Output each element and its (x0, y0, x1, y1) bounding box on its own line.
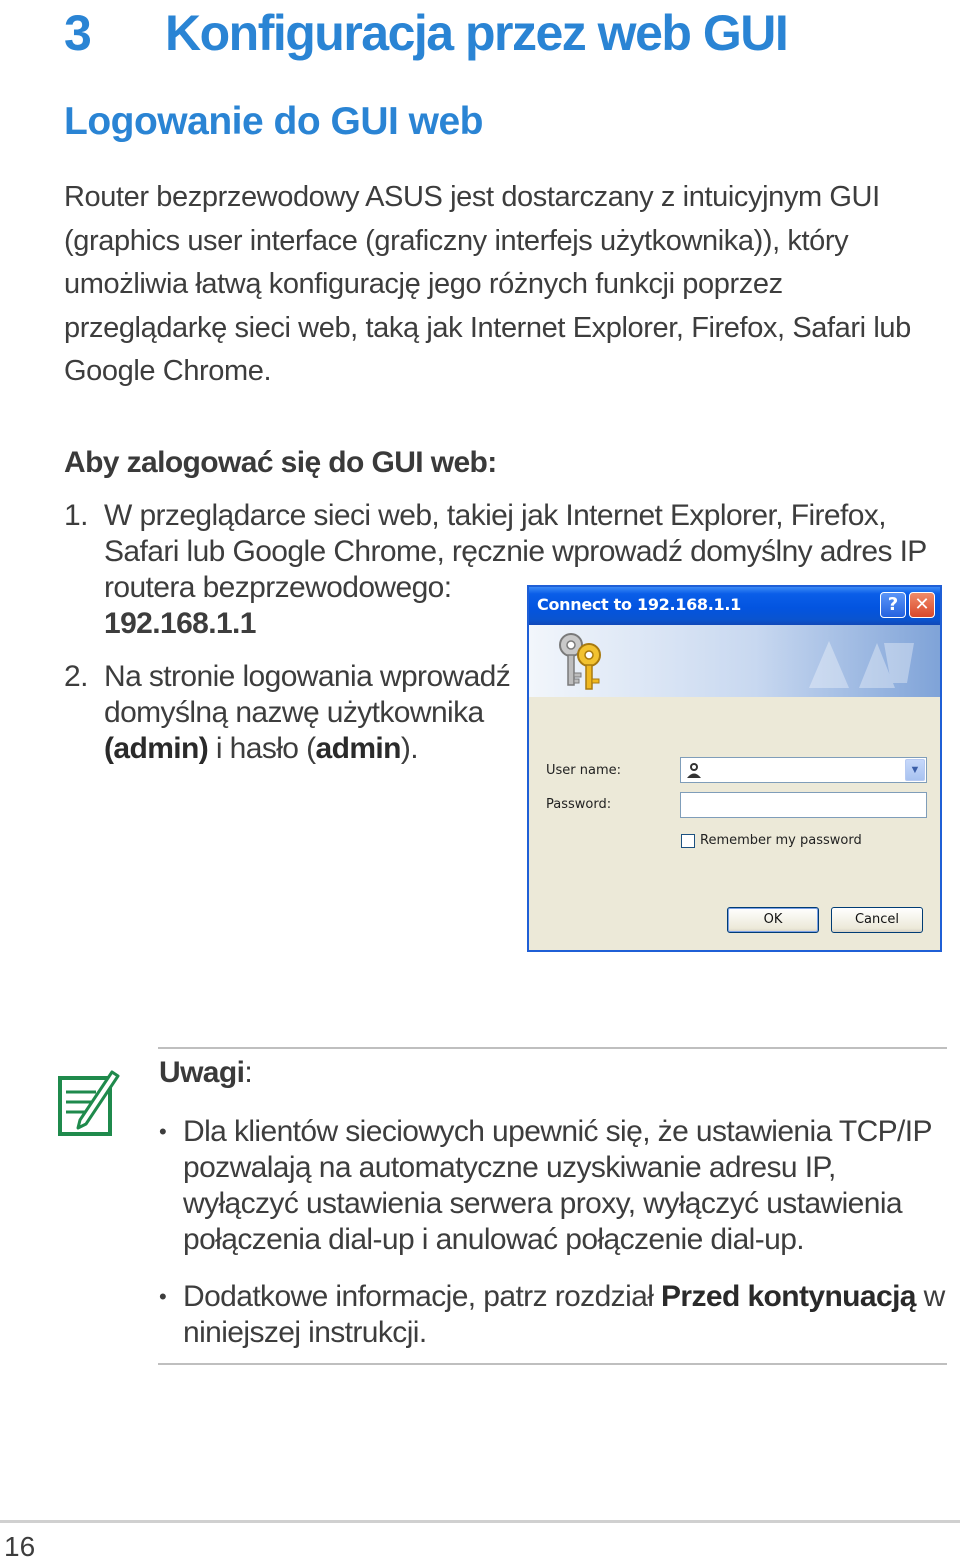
steps-heading: Aby zalogować się do GUI web: (64, 446, 497, 479)
note-bullet-1-text: Dla klientów sieciowych upewnić się, że ustawienia TCP/IP pozwalają na automatyczne uzyskiwanie adresu IP, wyłączyć ustawienia serwera proxy, wyłączyć ustawienia połączenia dial-up i anulować połączenie dial-up. (183, 1115, 932, 1256)
step-number: 1. (64, 499, 88, 532)
footer-divider (0, 1520, 960, 1523)
cancel-button[interactable]: Cancel (831, 907, 923, 933)
note-bullet (159, 1279, 949, 1359)
step-number: 2. (64, 660, 88, 693)
chapter-title: Konfiguracja przez web GUI (165, 5, 788, 61)
page-number: 16 (4, 1531, 36, 1562)
bullet-icon: • (159, 1284, 167, 1309)
step-2 (64, 659, 524, 809)
default-username: (admin) (104, 732, 209, 765)
note-bullet-2-text-b: w niniejszej instrukcji. (183, 1280, 945, 1349)
user-icon (685, 761, 703, 779)
intro-paragraph: Router bezprzewodowy ASUS jest dostarczany z intuicyjnym GUI (graphics user interface (graficzny interfejs użytkownika)), który umożliwia łatwą konfigurację jego różnych funkcji poprzez przeglądarkę sieci web, taką jak Internet Explorer, Firefox, Safari lub Google Chrome. (64, 181, 911, 387)
step-1-text: W przeglądarce sieci web, takiej jak Internet Explorer, Firefox, Safari lub Google Chrome, ręcznie wprowadź domyślny adres IP routera bezprzewodowego: (104, 499, 927, 604)
note-bullet (159, 1114, 949, 1264)
password-label: Password: (546, 797, 612, 812)
note-title (159, 1055, 252, 1091)
username-label: User name: (546, 763, 622, 778)
chapter-number: 3 (64, 5, 91, 61)
step-2-text-b: i hasło ( (208, 732, 316, 765)
dialog-title: Connect to 192.168.1.1 (537, 595, 741, 614)
dialog-titlebar[interactable] (529, 587, 940, 625)
chapter-reference: Przed kontynuacją (661, 1280, 916, 1313)
default-password: admin (315, 732, 401, 765)
step-2-text-c: ). (400, 732, 419, 765)
help-button[interactable]: ? (880, 592, 906, 618)
step-text (104, 659, 524, 767)
chapter-heading (64, 2, 787, 64)
note-pencil-icon (56, 1066, 120, 1138)
note-bullet-2-text (183, 1279, 949, 1351)
password-field[interactable] (680, 792, 927, 818)
chevron-down-icon[interactable]: ▼ (905, 759, 925, 781)
note-title-colon: : (244, 1056, 253, 1089)
bullet-icon: • (159, 1119, 167, 1144)
note-bullet-2-text-a: Dodatkowe informacje, patrz rozdział (183, 1280, 662, 1313)
remember-password-label[interactable]: Remember my password (700, 833, 862, 848)
ok-button[interactable]: OK (727, 907, 819, 933)
connect-dialog (527, 585, 942, 952)
close-button[interactable]: ✕ (909, 592, 935, 618)
default-ip-address: 192.168.1.1 (104, 607, 256, 640)
keys-icon (551, 629, 607, 691)
dialog-banner (529, 625, 940, 697)
step-2-text-a: Na stronie logowania wprowadź domyślną nazwę użytkownika (104, 660, 511, 729)
note-title-text: Uwagi (159, 1056, 245, 1089)
section-title: Logowanie do GUI web (64, 100, 483, 143)
note-divider-top (158, 1047, 947, 1049)
remember-password-checkbox[interactable] (681, 834, 695, 848)
banner-decoration-icon (799, 633, 919, 693)
note-divider-bottom (158, 1363, 947, 1365)
username-combobox[interactable] (680, 757, 927, 783)
